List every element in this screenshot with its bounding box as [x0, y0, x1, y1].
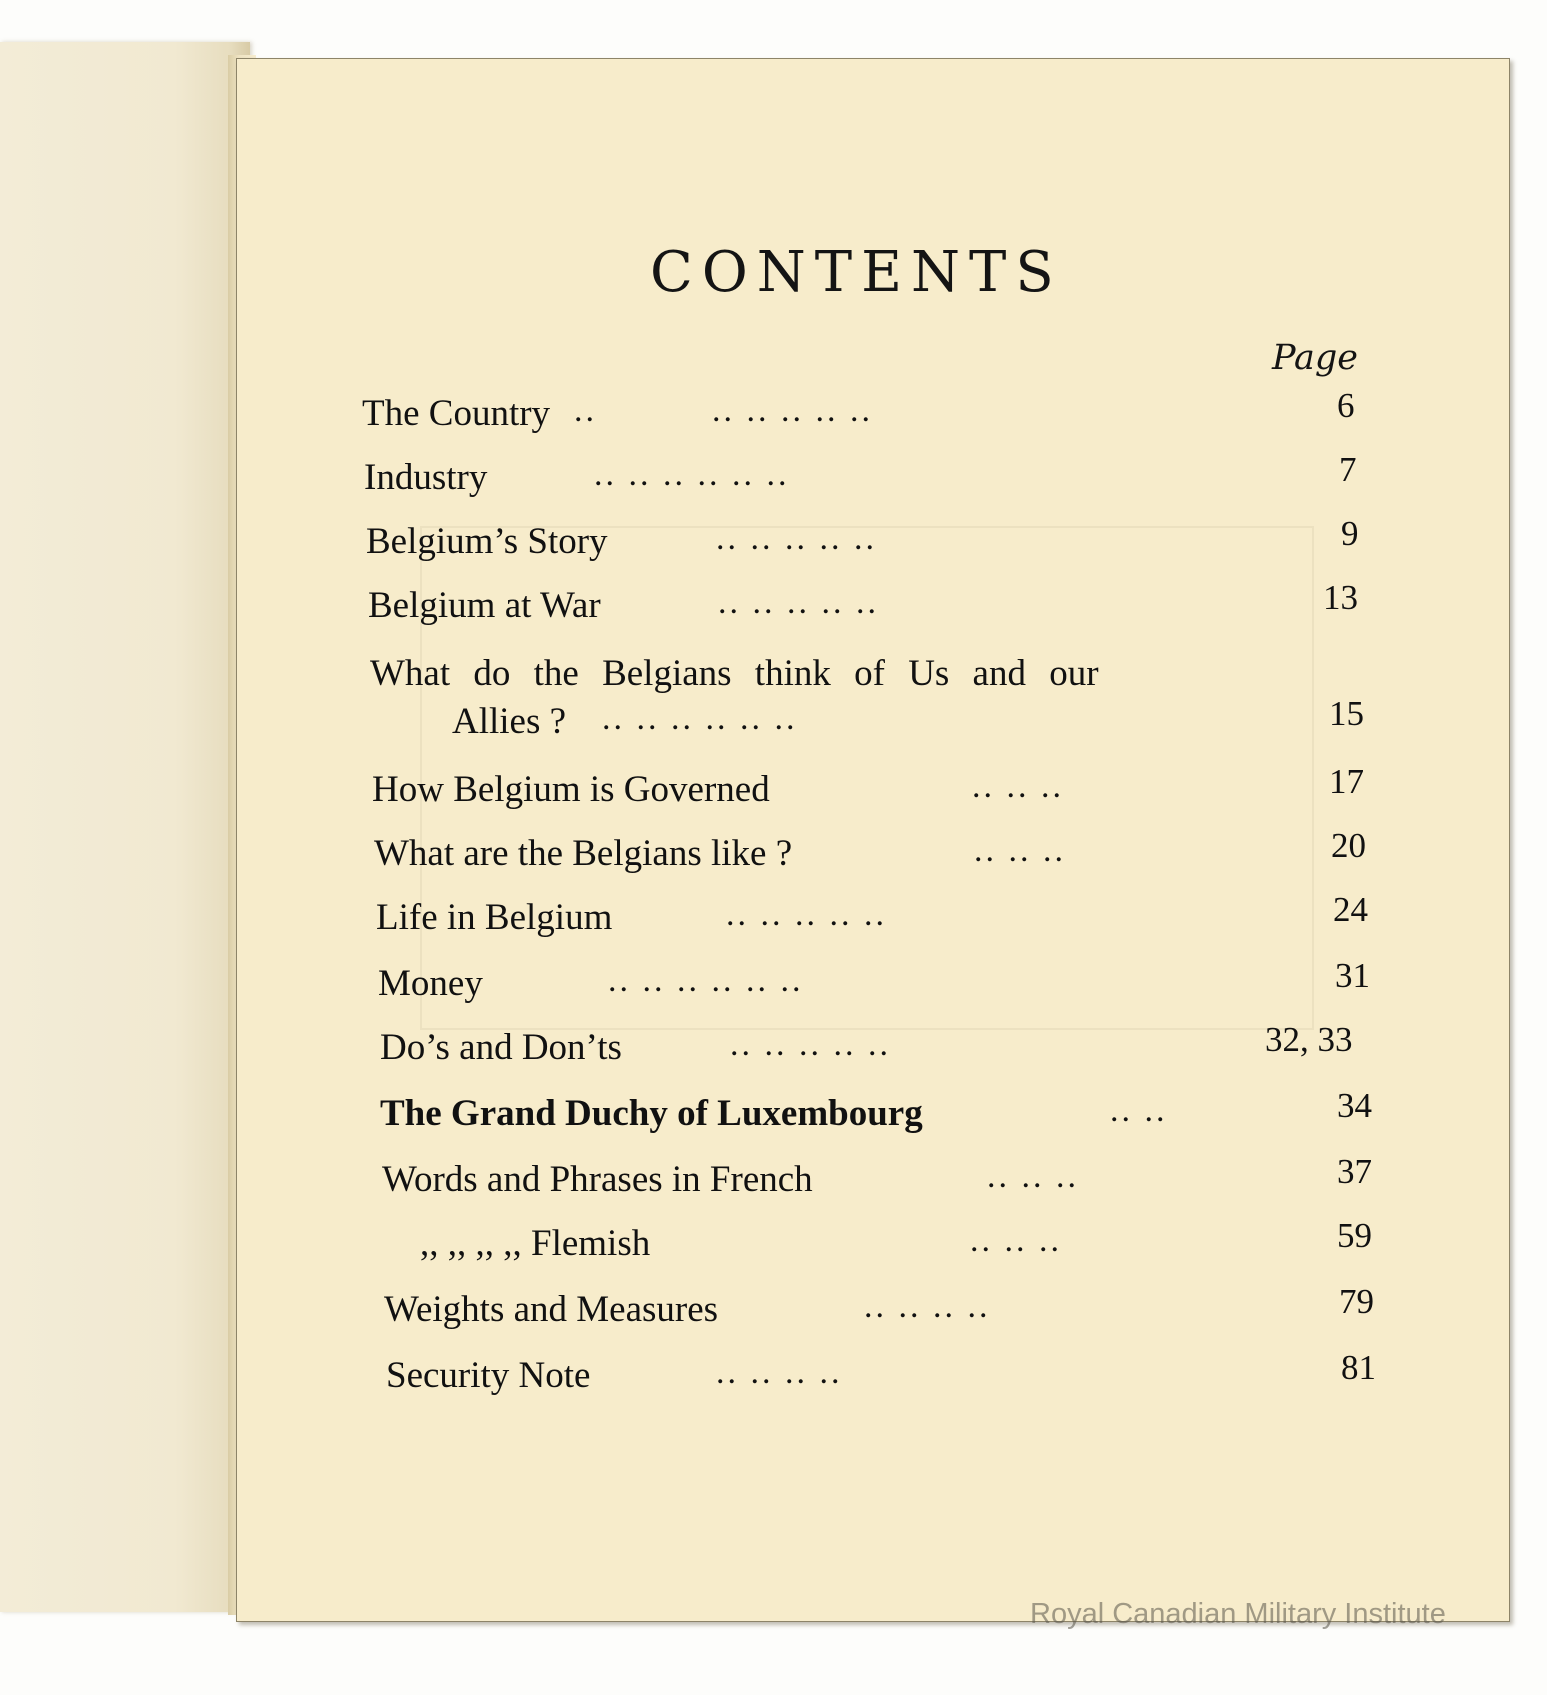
toc-entry-title: Weights and Measures — [384, 1289, 719, 1330]
toc-entry-how-governed — [372, 762, 1372, 822]
toc-entry-title: ,, ,, ,, ,, Flemish — [420, 1223, 651, 1264]
toc-leader-dots: .. .. .. .. .. — [718, 584, 879, 621]
toc-page-number: 20 — [1331, 826, 1366, 865]
toc-page-number: 32, 33 — [1265, 1020, 1353, 1059]
watermark: Royal Canadian Military Institute — [1030, 1598, 1446, 1630]
toc-page-number: 15 — [1329, 694, 1364, 733]
toc-entry-money — [378, 956, 1378, 1016]
toc-leader-dots: .. .. .. .. .. .. — [602, 700, 798, 737]
toc-entry-belgians-think-line2 — [452, 694, 1372, 754]
toc-page-number: 24 — [1333, 890, 1368, 929]
toc-page-number: 31 — [1335, 956, 1370, 995]
toc-page-number: 17 — [1329, 762, 1364, 801]
toc-leader-dots: .. .. .. — [972, 768, 1064, 805]
toc-entry-title: Life in Belgium — [376, 897, 613, 938]
toc-entry-life-in-belgium — [376, 890, 1376, 950]
toc-entry-title: Security Note — [386, 1355, 591, 1396]
toc-page-number: 37 — [1337, 1152, 1372, 1191]
toc-page-number: 79 — [1339, 1282, 1374, 1321]
toc-leader-dots: .. .. .. .. — [864, 1288, 991, 1325]
toc-page-number: 7 — [1339, 450, 1357, 489]
page-title: CONTENTS — [650, 240, 1063, 305]
toc-entry-belgians-like — [374, 826, 1374, 886]
toc-entry-phrases-french — [382, 1152, 1382, 1212]
toc-entry-title: Money — [378, 963, 483, 1004]
toc-entry-title: Words and Phrases in French — [382, 1159, 813, 1200]
toc-entry-title: Belgium’s Story — [366, 521, 608, 562]
toc-leader-dots: .. .. .. .. .. — [726, 896, 887, 933]
toc-page-number: 59 — [1337, 1216, 1372, 1255]
toc-entry-belgiums-story — [366, 514, 1366, 574]
toc-entry-industry — [364, 450, 1364, 510]
toc-leader-dots: .. .. .. .. .. .. — [608, 962, 804, 999]
toc-leader-dots: .. .. .. .. .. .. — [594, 456, 790, 493]
toc-entry-the-country — [362, 386, 1362, 446]
toc-leader-dots: .. .. .. .. .. — [730, 1026, 891, 1063]
page-column-label: Page — [1272, 338, 1358, 378]
toc-lead-dots: .. — [574, 392, 597, 429]
toc-entry-belgium-at-war — [368, 578, 1368, 638]
toc-leader-dots: .. .. .. — [970, 1222, 1062, 1259]
toc-entry-title: What do the Belgians think of Us and our — [370, 653, 1099, 694]
toc-page-number: 9 — [1341, 514, 1359, 553]
toc-leader-dots: .. .. .. — [974, 832, 1066, 869]
toc-entry-luxembourg — [380, 1086, 1380, 1146]
toc-entry-dos-and-donts — [380, 1020, 1380, 1080]
toc-page-number: 81 — [1341, 1348, 1376, 1387]
toc-entry-title: Belgium at War — [368, 585, 601, 626]
toc-entry-title: Allies ? — [452, 701, 567, 742]
toc-leader-dots: .. .. — [1110, 1092, 1168, 1129]
toc-entry-weights-measures — [384, 1282, 1384, 1342]
toc-entry-title: The Country — [362, 393, 551, 434]
toc-page-number: 34 — [1337, 1086, 1372, 1125]
toc-entry-belgians-think-line1 — [370, 652, 1370, 706]
toc-entry-phrases-flemish — [420, 1216, 1380, 1276]
toc-leader-dots: .. .. .. .. — [716, 1354, 843, 1391]
toc-entry-title: What are the Belgians like ? — [374, 833, 793, 874]
toc-entry-title: Industry — [364, 457, 488, 498]
toc-entry-title: The Grand Duchy of Luxembourg — [380, 1093, 923, 1134]
toc-page-number: 6 — [1337, 386, 1355, 425]
toc-entry-security-note — [386, 1348, 1386, 1408]
toc-entry-title: How Belgium is Governed — [372, 769, 770, 810]
toc-leader-dots: .. .. .. — [987, 1158, 1079, 1195]
toc-entry-title: Do’s and Don’ts — [380, 1027, 622, 1068]
toc-leader-dots: .. .. .. .. .. — [712, 392, 873, 429]
toc-leader-dots: .. .. .. .. .. — [716, 520, 877, 557]
toc-page-number: 13 — [1323, 578, 1358, 617]
